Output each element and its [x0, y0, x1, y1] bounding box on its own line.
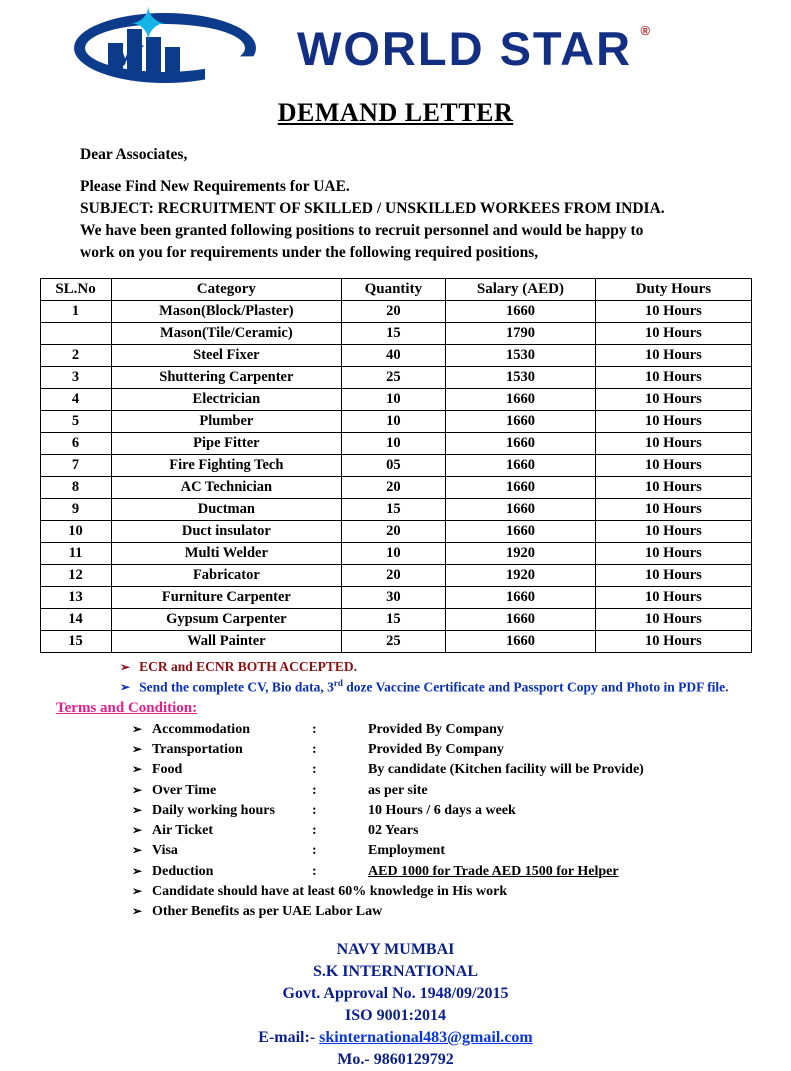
term-label: Visa	[152, 843, 178, 859]
cell-category: Pipe Fitter	[111, 433, 342, 455]
term-value: Provided By Company	[368, 741, 504, 757]
term-colon: :	[312, 823, 317, 839]
term-value: 10 Hours / 6 days a week	[368, 802, 516, 818]
arrow-bullet-icon: ➢	[132, 782, 143, 797]
note-item	[120, 677, 763, 697]
note-text: ECR and ECNR BOTH ACCEPTED.	[139, 659, 357, 674]
term-value: Provided By Company	[368, 721, 504, 737]
term-row	[132, 720, 763, 740]
cell-category: Electrician	[111, 389, 342, 411]
cell-category: Fire Fighting Tech	[111, 455, 342, 477]
intro-line-1: Please Find New Requirements for UAE.	[80, 178, 350, 195]
cell-duty: 10 Hours	[596, 455, 751, 477]
arrow-bullet-icon: ➢	[120, 680, 131, 695]
term-value: By candidate (Kitchen facility will be Provide)	[368, 762, 644, 778]
cell-category: Plumber	[111, 411, 342, 433]
intro-line-4: work on you for requirements under the following required positions,	[80, 244, 539, 261]
term-colon: :	[312, 863, 317, 879]
cell-salary: 1660	[445, 455, 596, 477]
arrow-bullet-icon: ➢	[132, 741, 143, 756]
cell-slno: 1	[40, 301, 111, 323]
cell-slno: 4	[40, 389, 111, 411]
note-text-before: Send the complete CV, Bio data, 3	[139, 679, 334, 695]
footer-company: S.K INTERNATIONAL	[312, 962, 479, 980]
cell-slno: 14	[40, 609, 111, 631]
table-body	[40, 301, 751, 653]
salutation: Dear Associates,	[80, 146, 188, 163]
cell-quantity: 05	[342, 455, 445, 477]
cell-salary: 1660	[445, 433, 596, 455]
footer-iso: ISO 9001:2014	[345, 1006, 446, 1024]
table-row	[40, 367, 751, 389]
term-colon: :	[312, 782, 317, 798]
footer-email-prefix: E-mail:-	[258, 1028, 320, 1046]
cell-salary: 1530	[445, 367, 596, 389]
term-label: Air Ticket	[152, 823, 214, 839]
term-value: 02 Years	[368, 823, 419, 839]
cell-quantity: 40	[342, 345, 445, 367]
cell-quantity: 15	[342, 323, 445, 345]
note-ordinal-suffix: rd	[333, 677, 343, 688]
cell-category: Wall Painter	[111, 631, 342, 653]
cell-salary: 1660	[445, 411, 596, 433]
term-row	[132, 740, 763, 760]
cell-slno: 10	[40, 521, 111, 543]
term-label: Food	[152, 762, 183, 778]
cell-salary: 1660	[445, 609, 596, 631]
term-value: Employment	[368, 843, 445, 859]
cell-duty: 10 Hours	[596, 543, 751, 565]
term-label: Other Benefits as per UAE Labor Law	[152, 904, 383, 920]
table-row	[40, 301, 751, 323]
company-name-text: WORLD STAR	[297, 21, 633, 75]
cell-slno: 2	[40, 345, 111, 367]
term-colon: :	[312, 741, 317, 757]
cell-slno: 12	[40, 565, 111, 587]
arrow-bullet-icon: ➢	[132, 863, 143, 878]
note-text-after: doze Vaccine Certificate and Passport Copy and Photo in PDF file.	[342, 679, 729, 695]
world-star-logo-icon	[68, 5, 263, 91]
cell-duty: 10 Hours	[596, 433, 751, 455]
cell-quantity: 10	[342, 411, 445, 433]
arrow-bullet-icon: ➢	[132, 823, 143, 838]
cell-slno: 15	[40, 631, 111, 653]
intro-subject: SUBJECT: RECRUITMENT OF SKILLED / UNSKILLED WORKEES FROM INDIA.	[80, 200, 665, 217]
cell-duty: 10 Hours	[596, 521, 751, 543]
term-label: Daily working hours	[152, 802, 275, 818]
terms-heading: Terms and Condition:	[56, 699, 198, 716]
col-header-duty-hours: Duty Hours	[596, 279, 751, 301]
term-value: as per site	[368, 782, 428, 798]
cell-category: Duct insulator	[111, 521, 342, 543]
footer-block	[28, 939, 763, 1071]
intro-line-3: We have been granted following positions to recruit personnel and would be happy to	[80, 222, 644, 239]
table-row	[40, 389, 751, 411]
cell-category: Steel Fixer	[111, 345, 342, 367]
table-row	[40, 543, 751, 565]
cell-category: Mason(Block/Plaster)	[111, 301, 342, 323]
table-row	[40, 609, 751, 631]
table-row	[40, 499, 751, 521]
cell-quantity: 15	[342, 609, 445, 631]
cell-duty: 10 Hours	[596, 389, 751, 411]
term-colon: :	[312, 721, 317, 737]
cell-category: Ductman	[111, 499, 342, 521]
term-colon: :	[312, 843, 317, 859]
cell-salary: 1660	[445, 389, 596, 411]
note-item	[120, 657, 763, 677]
table-row	[40, 323, 751, 345]
cell-duty: 10 Hours	[596, 301, 751, 323]
cell-slno: 13	[40, 587, 111, 609]
term-row	[132, 821, 763, 841]
company-name	[297, 21, 653, 76]
col-header-quantity: Quantity	[342, 279, 445, 301]
footer-email-link[interactable]: skinternational483@gmail.com	[319, 1028, 533, 1046]
term-row	[132, 902, 763, 922]
term-row	[132, 841, 763, 861]
table-row	[40, 477, 751, 499]
cell-quantity: 20	[342, 301, 445, 323]
cell-duty: 10 Hours	[596, 565, 751, 587]
cell-salary: 1790	[445, 323, 596, 345]
letterhead	[28, 0, 763, 96]
requirements-table	[40, 278, 752, 653]
intro-block	[28, 144, 763, 264]
cell-salary: 1660	[445, 301, 596, 323]
cell-salary: 1660	[445, 587, 596, 609]
term-colon: :	[312, 802, 317, 818]
cell-quantity: 25	[342, 631, 445, 653]
cell-slno: 5	[40, 411, 111, 433]
table-row	[40, 433, 751, 455]
term-label: Deduction	[152, 863, 214, 879]
cell-category: Shuttering Carpenter	[111, 367, 342, 389]
term-colon: :	[312, 762, 317, 778]
note-text-composed	[139, 677, 729, 697]
cell-quantity: 20	[342, 477, 445, 499]
col-header-category: Category	[111, 279, 342, 301]
term-row	[132, 760, 763, 780]
term-label: Over Time	[152, 782, 217, 798]
cell-slno: 9	[40, 499, 111, 521]
cell-quantity: 20	[342, 521, 445, 543]
cell-slno: 3	[40, 367, 111, 389]
col-header-salary: Salary (AED)	[445, 279, 596, 301]
cell-duty: 10 Hours	[596, 499, 751, 521]
cell-category: Fabricator	[111, 565, 342, 587]
page-title: DEMAND LETTER	[277, 98, 514, 127]
cell-slno	[40, 323, 111, 345]
col-header-slno: SL.No	[40, 279, 111, 301]
cell-category: AC Technician	[111, 477, 342, 499]
cell-salary: 1920	[445, 543, 596, 565]
arrow-bullet-icon: ➢	[132, 884, 143, 898]
cell-quantity: 10	[342, 543, 445, 565]
footer-phone: Mo.- 9860129792	[337, 1050, 454, 1068]
cell-category: Multi Welder	[111, 543, 342, 565]
term-value: AED 1000 for Trade AED 1500 for Helper	[368, 863, 619, 879]
cell-slno: 8	[40, 477, 111, 499]
arrow-bullet-icon: ➢	[132, 904, 143, 919]
cell-salary: 1660	[445, 521, 596, 543]
cell-duty: 10 Hours	[596, 411, 751, 433]
term-row	[132, 781, 763, 801]
cell-quantity: 10	[342, 389, 445, 411]
term-row	[132, 882, 763, 902]
cell-quantity: 25	[342, 367, 445, 389]
cell-quantity: 10	[342, 433, 445, 455]
cell-salary: 1920	[445, 565, 596, 587]
cell-slno: 11	[40, 543, 111, 565]
footer-city: NAVY MUMBAI	[336, 940, 455, 958]
table-row	[40, 521, 751, 543]
cell-salary: 1660	[445, 477, 596, 499]
cell-salary: 1530	[445, 345, 596, 367]
cell-salary: 1660	[445, 631, 596, 653]
footer-email-line	[28, 1027, 763, 1049]
cell-slno: 7	[40, 455, 111, 477]
term-row	[132, 801, 763, 821]
cell-duty: 10 Hours	[596, 631, 751, 653]
cell-duty: 10 Hours	[596, 587, 751, 609]
arrow-bullet-icon: ➢	[132, 802, 143, 817]
table-row	[40, 631, 751, 653]
cell-slno: 6	[40, 433, 111, 455]
table-row	[40, 411, 751, 433]
term-label: Accommodation	[152, 721, 250, 737]
cell-quantity: 30	[342, 587, 445, 609]
cell-category: Mason(Tile/Ceramic)	[111, 323, 342, 345]
cell-category: Furniture Carpenter	[111, 587, 342, 609]
cell-quantity: 15	[342, 499, 445, 521]
cell-duty: 10 Hours	[596, 477, 751, 499]
term-row	[132, 862, 763, 882]
cell-duty: 10 Hours	[596, 609, 751, 631]
cell-category: Gypsum Carpenter	[111, 609, 342, 631]
cell-quantity: 20	[342, 565, 445, 587]
cell-duty: 10 Hours	[596, 367, 751, 389]
term-label: Transportation	[152, 741, 243, 757]
notes-list	[28, 657, 763, 697]
logo-w-letter: W	[114, 39, 142, 72]
arrow-bullet-icon: ➢	[132, 843, 143, 858]
arrow-bullet-icon: ➢	[120, 660, 131, 674]
table-header-row	[40, 279, 751, 301]
table-row	[40, 587, 751, 609]
arrow-bullet-icon: ➢	[132, 721, 143, 736]
terms-list	[28, 720, 763, 923]
cell-salary: 1660	[445, 499, 596, 521]
footer-approval: Govt. Approval No. 1948/09/2015	[282, 984, 509, 1002]
arrow-bullet-icon: ➢	[132, 762, 143, 777]
table-row	[40, 345, 751, 367]
registered-mark-icon: ®	[640, 22, 653, 38]
cell-duty: 10 Hours	[596, 345, 751, 367]
term-label: Candidate should have at least 60% knowledge in His work	[152, 884, 508, 899]
table-row	[40, 455, 751, 477]
cell-duty: 10 Hours	[596, 323, 751, 345]
table-row	[40, 565, 751, 587]
